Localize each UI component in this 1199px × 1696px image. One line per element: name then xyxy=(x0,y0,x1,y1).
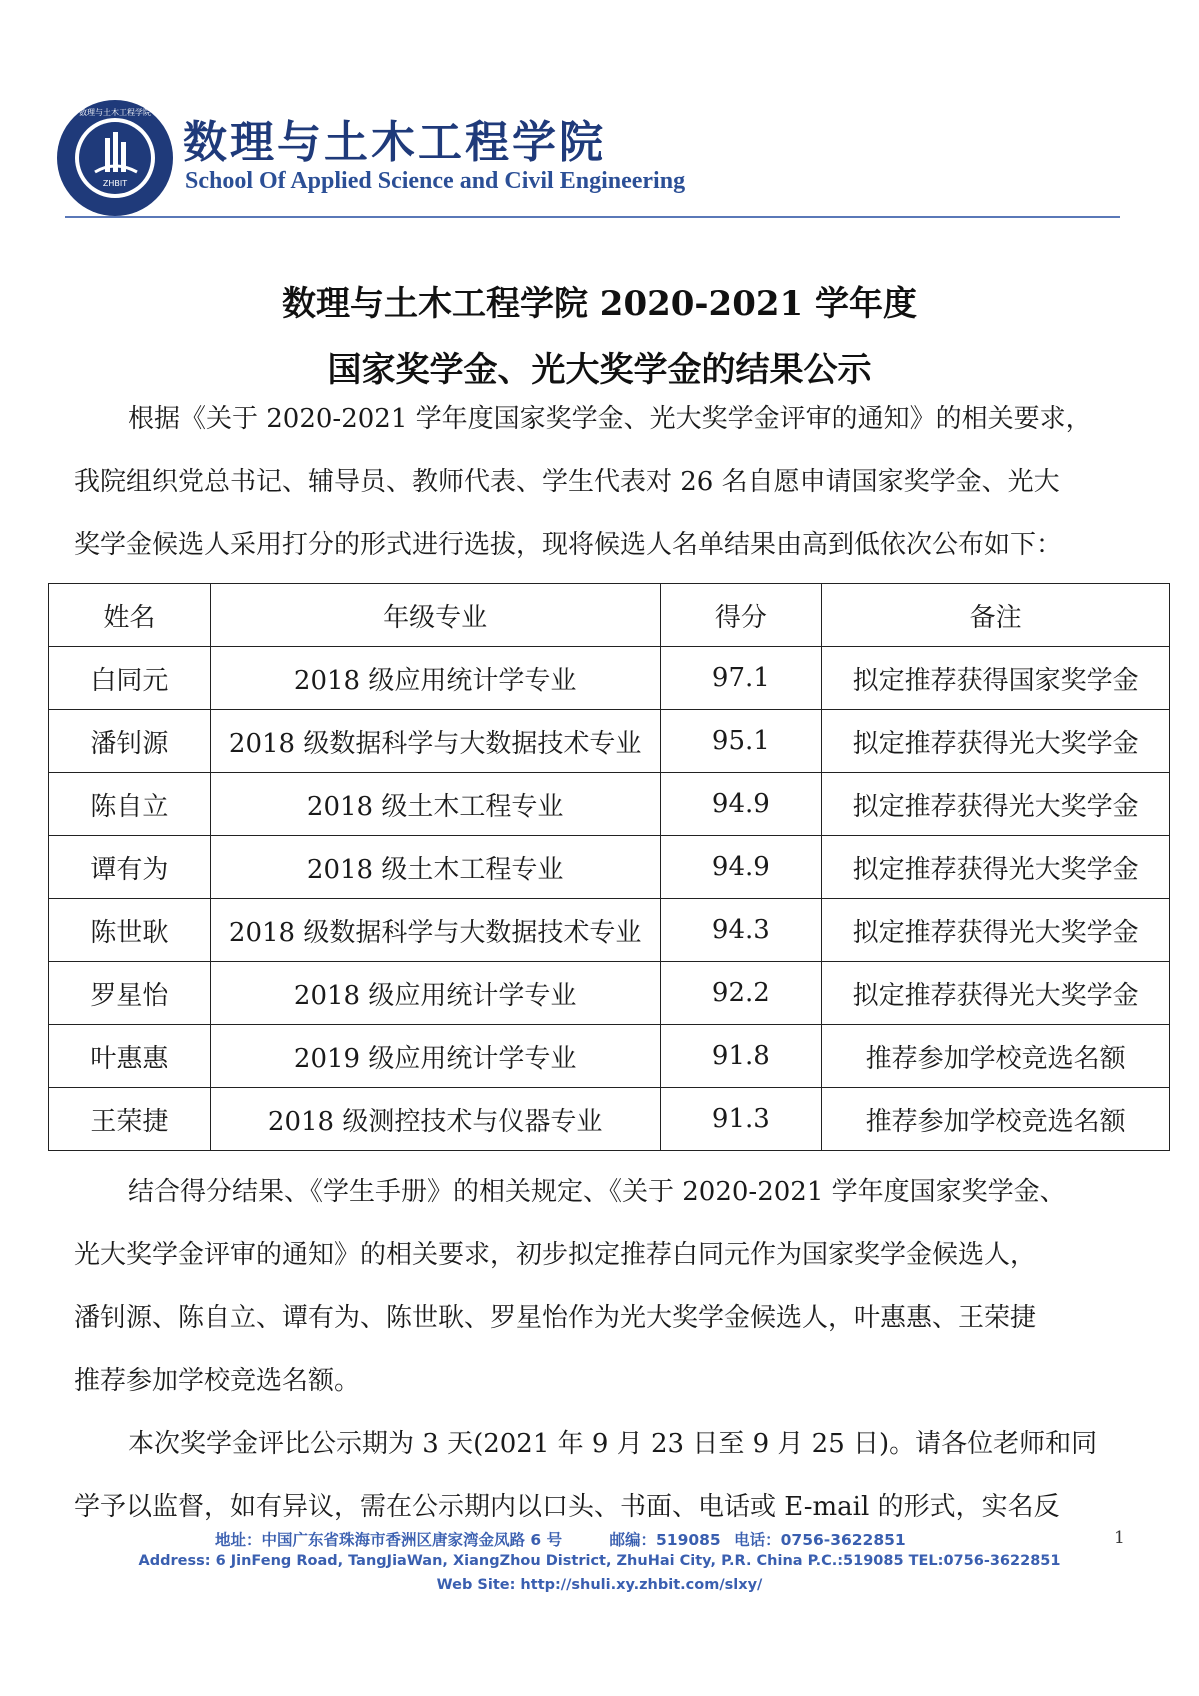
cell-name: 王荣捷 xyxy=(49,1088,211,1151)
intro-line: 我院组织党总书记、辅导员、教师代表、学生代表对 26 名自愿申请国家奖学金、光大 xyxy=(74,467,1060,497)
footer-address-en: Address: 6 JinFeng Road, TangJiaWan, XiangZhou District, ZhuHai City, P.R. China P.C.:519085 TEL:0756-3622851 xyxy=(138,1553,1061,1569)
page-title-line-1: 数理与土木工程学院 2020-2021 学年度 xyxy=(281,284,918,324)
logo-ring-text: 数理与土木工程学院 xyxy=(79,108,151,117)
cell-remark: 推荐参加学校竞选名额 xyxy=(822,1025,1170,1088)
conclusion-line: 推荐参加学校竞选名额。 xyxy=(74,1366,361,1396)
cell-major: 2019 级应用统计学专业 xyxy=(210,1025,660,1088)
intro-line: 根据《关于 2020-2021 学年度国家奖学金、光大奖学金评审的通知》的相关要求， xyxy=(128,404,1092,434)
school-name-cn: 数理与土木工程学院 xyxy=(183,117,606,168)
cell-name: 叶惠惠 xyxy=(49,1025,211,1088)
notice-line: 本次奖学金评比公示期为 3 天(2021 年 9 月 23 日至 9 月 25 日)。请各位老师和同 xyxy=(128,1429,1098,1459)
cell-score: 95.1 xyxy=(660,710,822,773)
intro-paragraph xyxy=(74,388,1124,577)
cell-score: 94.3 xyxy=(660,899,822,962)
header-divider xyxy=(65,216,1120,218)
table-row xyxy=(49,962,1170,1025)
footer-tel-cn: 电话：0756-3622851 xyxy=(734,1531,906,1549)
table-row xyxy=(49,836,1170,899)
intro-line: 奖学金候选人采用打分的形式进行选拔，现将候选人名单结果由高到低依次公布如下： xyxy=(74,530,1063,560)
logo-abbr: ZHBIT xyxy=(102,179,128,188)
conclusion-line: 结合得分结果、《学生手册》的相关规定、《关于 2020-2021 学年度国家奖学金、 xyxy=(128,1177,1066,1207)
footer-postcode-cn: 邮编：519085 xyxy=(609,1531,721,1549)
cell-score: 94.9 xyxy=(660,836,822,899)
cell-name: 潘钊源 xyxy=(49,710,211,773)
conclusion-line: 光大奖学金评审的通知》的相关要求，初步拟定推荐白同元作为国家奖学金候选人， xyxy=(74,1240,1037,1270)
letterhead xyxy=(55,98,1115,218)
conclusion-paragraph xyxy=(74,1161,1124,1413)
cell-score: 92.2 xyxy=(660,962,822,1025)
header-remark: 备注 xyxy=(822,584,1170,647)
school-emblem-logo xyxy=(55,98,175,218)
cell-major: 2018 级数据科学与大数据技术专业 xyxy=(210,899,660,962)
cell-major: 2018 级应用统计学专业 xyxy=(210,647,660,710)
cell-major: 2018 级数据科学与大数据技术专业 xyxy=(210,710,660,773)
header-name: 姓名 xyxy=(49,584,211,647)
cell-major: 2018 级测控技术与仪器专业 xyxy=(210,1088,660,1151)
page-title-line-2: 国家奖学金、光大奖学金的结果公示 xyxy=(327,350,872,390)
table-row xyxy=(49,1088,1170,1151)
cell-remark: 拟定推荐获得国家奖学金 xyxy=(822,647,1170,710)
table-row xyxy=(49,899,1170,962)
cell-remark: 拟定推荐获得光大奖学金 xyxy=(822,773,1170,836)
cell-score: 91.8 xyxy=(660,1025,822,1088)
cell-score: 97.1 xyxy=(660,647,822,710)
page-number: 1 xyxy=(1114,1528,1125,1548)
cell-remark: 拟定推荐获得光大奖学金 xyxy=(822,836,1170,899)
footer-contact-cn xyxy=(215,1528,906,1550)
header-major: 年级专业 xyxy=(210,584,660,647)
conclusion-line: 潘钊源、陈自立、谭有为、陈世耿、罗星怡作为光大奖学金候选人，叶惠惠、王荣捷 xyxy=(74,1303,1037,1333)
cell-name: 白同元 xyxy=(49,647,211,710)
school-name-en: School Of Applied Science and Civil Engineering xyxy=(185,168,686,194)
cell-name: 谭有为 xyxy=(49,836,211,899)
table-header-row xyxy=(49,584,1170,647)
results-table xyxy=(48,583,1170,1151)
cell-remark: 推荐参加学校竞选名额 xyxy=(822,1088,1170,1151)
cell-name: 陈自立 xyxy=(49,773,211,836)
cell-remark: 拟定推荐获得光大奖学金 xyxy=(822,710,1170,773)
table-row xyxy=(49,773,1170,836)
cell-name: 陈世耿 xyxy=(49,899,211,962)
cell-major: 2018 级土木工程专业 xyxy=(210,836,660,899)
cell-remark: 拟定推荐获得光大奖学金 xyxy=(822,899,1170,962)
notice-paragraph xyxy=(74,1413,1124,1539)
cell-score: 91.3 xyxy=(660,1088,822,1151)
cell-major: 2018 级应用统计学专业 xyxy=(210,962,660,1025)
table-row xyxy=(49,647,1170,710)
table-row xyxy=(49,1025,1170,1088)
footer-website: Web Site: http://shuli.xy.zhbit.com/slxy/ xyxy=(436,1577,763,1593)
cell-score: 94.9 xyxy=(660,773,822,836)
header-score: 得分 xyxy=(660,584,822,647)
cell-name: 罗星怡 xyxy=(49,962,211,1025)
cell-major: 2018 级土木工程专业 xyxy=(210,773,660,836)
table-row xyxy=(49,710,1170,773)
footer-address-cn: 地址：中国广东省珠海市香洲区唐家湾金凤路 6 号 xyxy=(215,1531,563,1549)
cell-remark: 拟定推荐获得光大奖学金 xyxy=(822,962,1170,1025)
notice-line: 学予以监督，如有异议，需在公示期内以口头、书面、电话或 E-mail 的形式，实名反 xyxy=(74,1492,1060,1522)
